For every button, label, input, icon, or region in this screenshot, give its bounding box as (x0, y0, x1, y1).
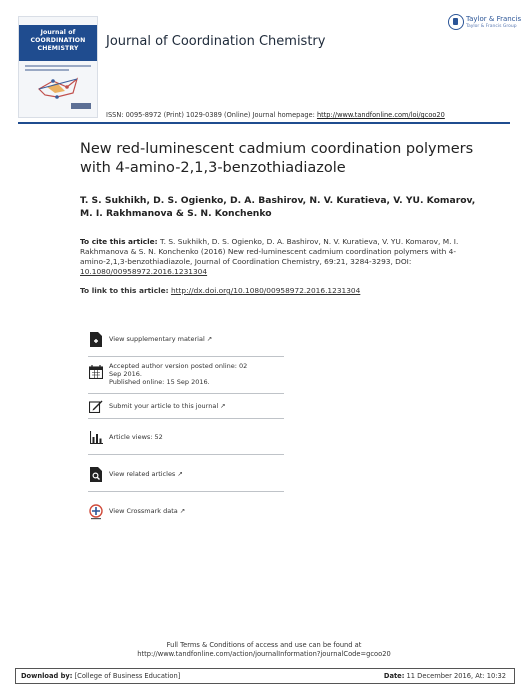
document-plus-icon (88, 330, 104, 348)
download-by-label: Download by: (21, 672, 73, 680)
citation-text: T. S. Sukhikh, D. S. Ogienko, D. A. Bashirov, N. V. Kuratieva, V. YU. Komarov, M. I. Rakhmanova & S. N. Konchenko (2016) New red-luminescent cadmium coordination polymers with 4-amino-2,1,3-benzothiadiazole, Journal of Coordination Chemistry, 69:21, 3284-3293, DOI: (80, 237, 459, 266)
article-link-line (80, 286, 480, 295)
external-link-icon: ↗ (179, 507, 186, 515)
article-doi-link[interactable]: http://dx.doi.org/10.1080/00958972.2016.1231304 (170, 286, 361, 295)
external-link-icon: ↗ (206, 335, 213, 343)
journal-homepage-link[interactable]: http://www.tandfonline.com/loi/gcoo20 (316, 111, 445, 119)
terms-url[interactable]: http://www.tandfonline.com/action/journalInformation?journalCode=gcoo20 (137, 650, 391, 658)
related-articles-row[interactable] (88, 455, 284, 492)
article-views-count: Article views: 52 (109, 433, 163, 441)
download-date-value: 11 December 2016, At: 10:32 (406, 672, 506, 680)
cover-stripe (25, 69, 69, 71)
download-info-bar (15, 668, 515, 684)
issn-text: ISSN: 0095-8972 (Print) 1029-0389 (Online) Journal homepage: (106, 111, 317, 119)
citation-doi-link[interactable]: 10.1080/00958972.2016.1231304 (80, 267, 208, 276)
submit-article-link[interactable]: Submit your article to this journal (109, 402, 219, 410)
published-date: Published online: 15 Sep 2016. (109, 378, 210, 386)
cover-molecule-graphic (33, 73, 83, 101)
crossmark-row[interactable] (88, 492, 284, 528)
journal-title[interactable]: Journal of Coordination Chemistry (106, 34, 326, 49)
crossmark-icon (88, 503, 104, 521)
citation-block (80, 237, 460, 277)
accepted-date-line2: Sep 2016. (109, 370, 142, 378)
cover-publisher-logo (71, 103, 91, 109)
cover-chemistry: CHEMISTRY (37, 45, 79, 52)
supplementary-link[interactable]: View supplementary material (109, 335, 205, 343)
article-views-row (88, 419, 284, 455)
supplementary-row[interactable] (88, 324, 284, 357)
cover-coordination: COORDINATION (30, 37, 86, 44)
link-label: To link to this article: (80, 286, 169, 295)
publisher-name: Taylor & Francis (466, 15, 522, 23)
external-link-icon: ↗ (177, 470, 183, 478)
download-by (21, 672, 180, 680)
crossmark-link[interactable]: View Crossmark data (109, 507, 178, 515)
publisher-tagline: Taylor & Francis Group (466, 24, 517, 29)
external-link-icon: ↗ (220, 402, 226, 410)
download-date-label: Date: (383, 672, 405, 680)
publisher-logo[interactable] (448, 12, 522, 38)
publisher-logo-icon (448, 14, 464, 30)
publication-dates-row (88, 357, 284, 394)
bar-chart-icon (88, 428, 104, 446)
article-links-panel (88, 324, 284, 528)
search-document-icon (88, 465, 104, 483)
header-divider (18, 122, 510, 124)
issn-line (106, 111, 445, 119)
terms-notice (0, 641, 528, 659)
submit-row[interactable] (88, 394, 284, 419)
accepted-date-line1: Accepted author version posted online: 02 (109, 362, 248, 370)
related-articles-link[interactable]: View related articles (109, 470, 176, 478)
article-title: New red-luminescent cadmium coordination polymers with 4-amino-2,1,3-benzothiadiazole (80, 141, 474, 176)
citation-label: To cite this article: (80, 237, 158, 246)
edit-pencil-icon (88, 397, 104, 415)
download-by-value: [College of Business Education] (74, 672, 181, 680)
calendar-icon (88, 363, 104, 381)
cover-stripe (25, 65, 91, 67)
journal-cover-image (18, 16, 98, 118)
terms-text: Full Terms & Conditions of access and use can be found at (166, 641, 362, 649)
cover-band (19, 25, 97, 61)
cover-journal-of: Journal of (40, 29, 76, 36)
article-authors: T. S. Sukhikh, D. S. Ogienko, D. A. Bashirov, N. V. Kuratieva, V. YU. Komarov, M. I. Rakhmanova & S. N. Konchenko (80, 195, 476, 219)
download-date (384, 672, 506, 680)
